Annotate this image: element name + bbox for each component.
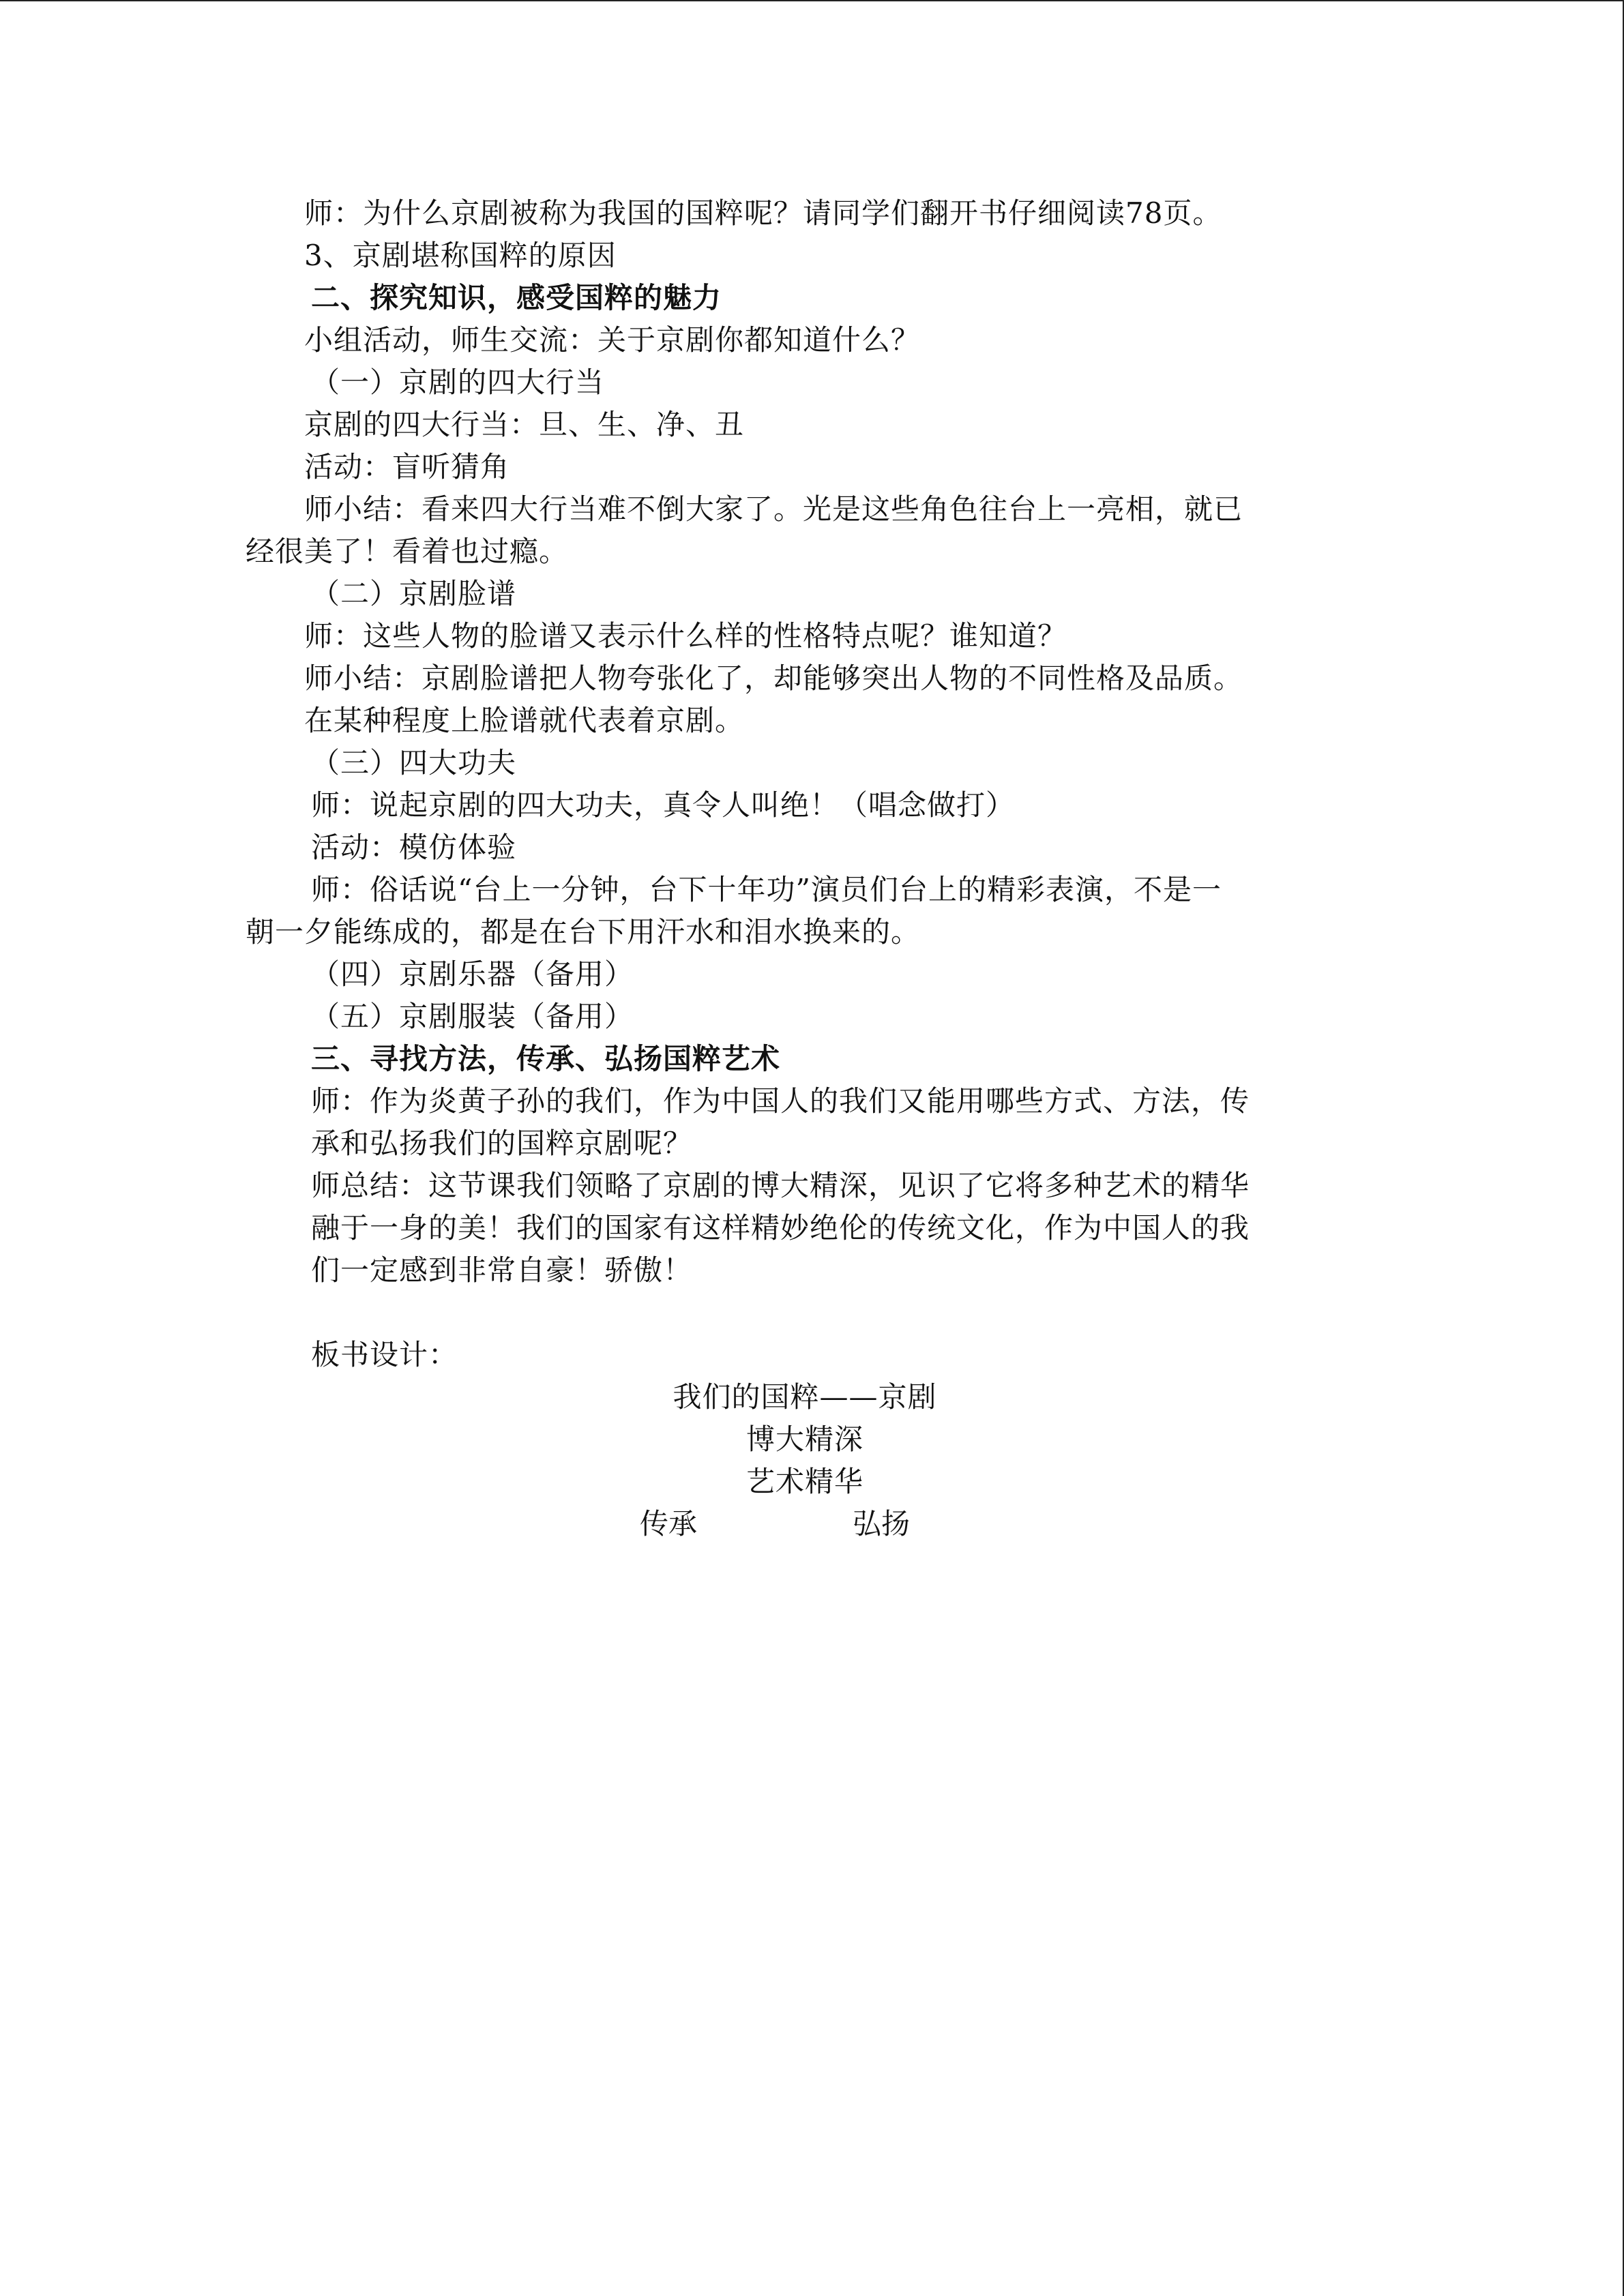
text-line: 活动：盲听猜角 [304,450,510,483]
subsection-heading: （三）四大功夫 [311,746,517,779]
text-line: 朝一夕能练成的，都是在台下用汗水和泪水换来的。 [246,915,921,949]
text-line: 在某种程度上脸谱就代表着京剧。 [304,704,745,737]
board-label: 板书设计： [311,1338,458,1371]
subsection-heading: （二）京剧脸谱 [311,577,517,610]
text-line: 承和弘扬我们的国粹京剧呢？ [311,1127,693,1160]
subsection-heading: （五）京剧服装（备用） [311,1000,634,1033]
text-line: 师总结：这节课我们领略了京剧的博大精深，见识了它将多种艺术的精华 [311,1169,1250,1202]
text-line: 活动：模仿体验 [311,831,517,864]
subsection-heading: （一）京剧的四大行当 [311,366,605,399]
text-line: 京剧的四大行当：旦、生、净、丑 [304,408,745,441]
text-line: 师：为什么京剧被称为我国的国粹呢？请同学们翻开书仔细阅读78页。 [304,196,1222,230]
text-line: 师小结：看来四大行当难不倒大家了。光是这些角色往台上一亮相，就已 [304,492,1243,526]
text-line: 3、京剧堪称国粹的原因 [304,239,617,272]
section-heading: 二、探究知识，感受国粹的魅力 [311,281,722,314]
document-body [246,192,1364,1545]
board-title: 我们的国粹——京剧 [673,1380,937,1414]
board-left: 传承 [640,1507,698,1540]
board-line: 博大精深 [745,1422,863,1456]
text-line: 融于一身的美！我们的国家有这样精妙绝伦的传统文化，作为中国人的我 [311,1211,1250,1244]
text-line: 师：俗话说“台上一分钟，台下十年功”演员们台上的精彩表演，不是一 [311,873,1222,906]
text-line: 师：作为炎黄子孙的我们，作为中国人的我们又能用哪些方式、方法，传 [311,1084,1250,1118]
board-design [246,1376,1364,1545]
text-line: 师：说起京剧的四大功夫，真令人叫绝！（唱念做打） [311,788,1016,822]
board-line: 艺术精华 [745,1465,863,1498]
text-line: 师小结：京剧脸谱把人物夸张化了，却能够突出人物的不同性格及品质。 [304,661,1243,695]
text-line: 们一定感到非常自豪！骄傲！ [311,1253,693,1287]
board-right: 弘扬 [853,1507,911,1540]
text-line: 小组活动，师生交流：关于京剧你都知道什么？ [304,323,921,357]
text-line: 经很美了！看着也过瘾。 [246,535,569,568]
text-line: 师：这些人物的脸谱又表示什么样的性格特点呢？谁知道？ [304,619,1067,653]
board-pair [246,1503,1364,1545]
blank-line [246,1292,1364,1334]
subsection-heading: （四）京剧乐器（备用） [311,957,634,991]
section-heading: 三、寻找方法，传承、弘扬国粹艺术 [311,1042,781,1075]
